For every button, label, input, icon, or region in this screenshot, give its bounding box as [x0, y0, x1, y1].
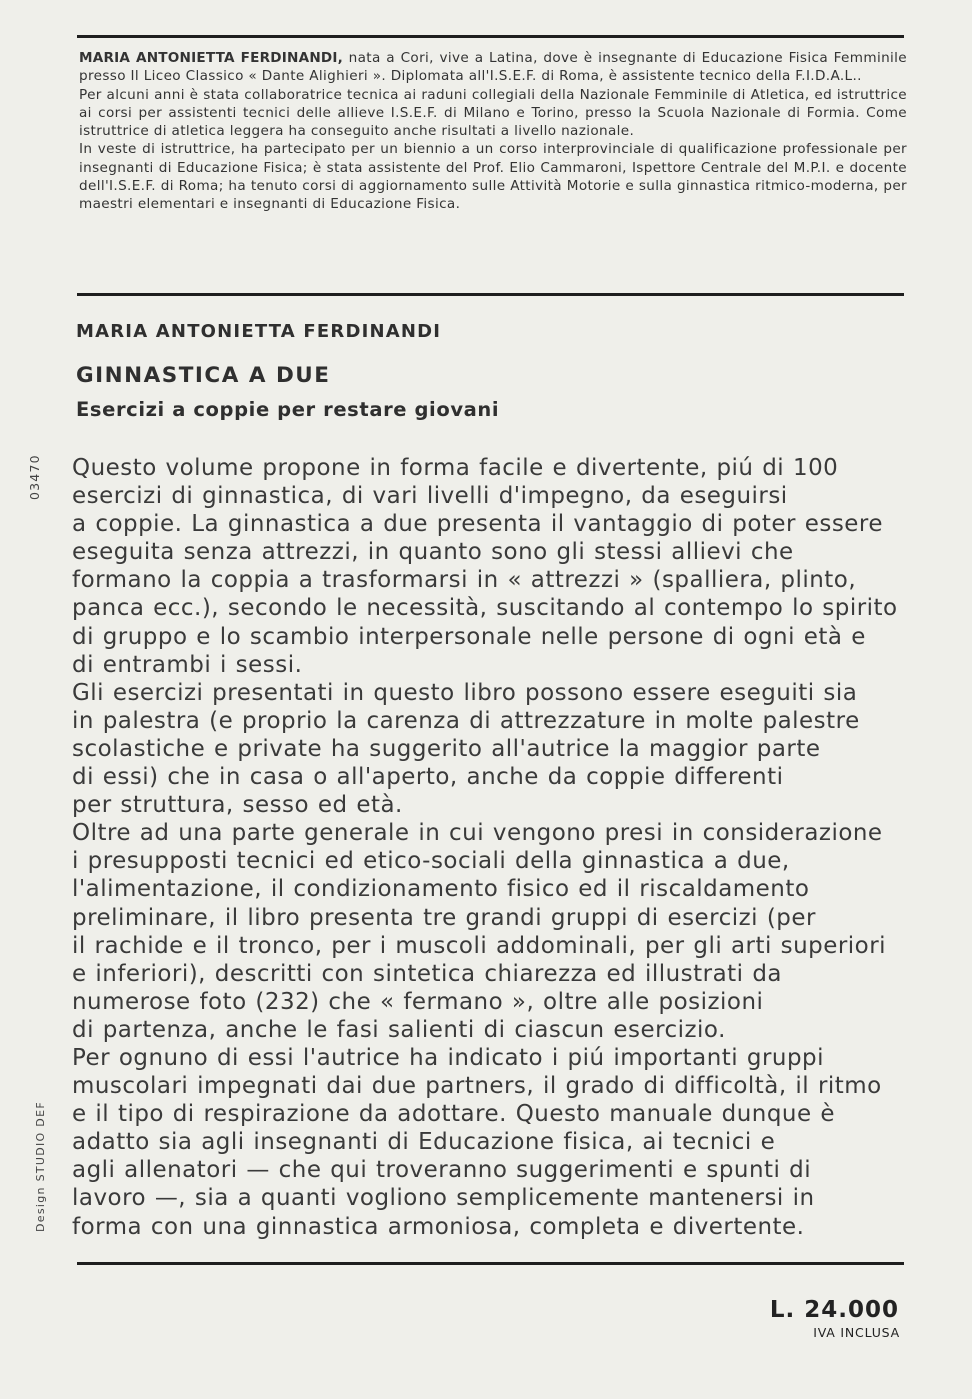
- description-line: a coppie. La ginnastica a due presenta il vantaggio di poter essere: [72, 510, 883, 538]
- description-line: di partenza, anche le fasi salienti di ciascun esercizio.: [72, 1015, 726, 1043]
- description-line: per struttura, sesso ed età.: [72, 791, 403, 819]
- description-line: lavoro —, sia a quanti vogliono semplicemente mantenersi in: [72, 1184, 815, 1212]
- book-description: [72, 454, 912, 1241]
- description-line: di gruppo e lo scambio interpersonale nelle persone di ogni età e: [72, 622, 866, 650]
- bio-author-name: MARIA ANTONIETTA FERDINANDI,: [79, 50, 343, 66]
- description-line: adatto sia agli insegnanti di Educazione fisica, ai tecnici e: [72, 1128, 776, 1156]
- description-line: Per ognuno di essi l'autrice ha indicato i piú importanti gruppi: [72, 1043, 825, 1071]
- description-line: l'alimentazione, il condizionamento fisico ed il riscaldamento: [72, 875, 810, 903]
- description-line: agli allenatori — che qui troveranno suggerimenti e spunti di: [72, 1156, 812, 1184]
- description-line: numerose foto (232) che « fermano », oltre alle posizioni: [72, 987, 764, 1015]
- description-line: panca ecc.), secondo le necessità, suscitando al contempo lo spirito: [72, 594, 898, 622]
- author-bio: [79, 49, 907, 214]
- bio-paragraph: Per alcuni anni è stata collaboratrice tecnica ai raduni collegiali della Nazionale Femminile di Atletica, ed istruttrice ai corsi per assistenti tecnici delle allieve I.S.E.F. di Milano e Torino, presso la Scuola Nazionale di Formia. Come istruttrice di atletica leggera ha conseguito anche risultati a livello nazionale.: [79, 86, 907, 140]
- description-line: Questo volume propone in forma facile e divertente, piú di 100: [72, 454, 839, 481]
- book-subtitle: Esercizi a coppie per restare giovani: [76, 398, 500, 421]
- book-title: GINNASTICA A DUE: [76, 363, 331, 388]
- description-line: scolastiche e private ha suggerito all'autrice la maggior parte: [72, 734, 821, 762]
- description-line: il rachide e il tronco, per i muscoli addominali, per gli arti superiori: [72, 931, 887, 959]
- middle-divider: [77, 293, 904, 296]
- description-line: formano la coppia a trasformarsi in « attrezzi » (spalliera, plinto,: [72, 566, 857, 594]
- description-line: esercizi di ginnastica, di vari livelli d'impegno, da eseguirsi: [72, 482, 788, 510]
- description-line: forma con una ginnastica armoniosa, completa e divertente.: [72, 1212, 805, 1240]
- bio-intro-paragraph: [79, 49, 907, 86]
- price: L. 24.000: [769, 1297, 899, 1323]
- description-line: in palestra (e proprio la carenza di attrezzature in molte palestre: [72, 706, 860, 734]
- description-line: i presupposti tecnici ed etico-sociali della ginnastica a due,: [72, 847, 790, 875]
- author-name: MARIA ANTONIETTA FERDINANDI: [76, 321, 442, 342]
- top-divider: [77, 35, 904, 38]
- description-line: di entrambi i sessi.: [72, 650, 303, 678]
- description-line: Gli esercizi presentati in questo libro possono essere eseguiti sia: [72, 678, 858, 706]
- description-line: e inferiori), descritti con sintetica chiarezza ed illustrati da: [72, 959, 782, 987]
- description-line: di essi) che in casa o all'aperto, anche da coppie differenti: [72, 763, 784, 791]
- description-line: eseguita senza attrezzi, in quanto sono gli stessi allievi che: [72, 538, 794, 566]
- design-credit: Design STUDIO DEF: [34, 1101, 47, 1232]
- description-line: Oltre ad una parte generale in cui vengono presi in considerazione: [72, 819, 883, 847]
- description-line: muscolari impegnati dai due partners, il grado di difficoltà, il ritmo: [72, 1072, 882, 1100]
- vat-note: IVA INCLUSA: [813, 1325, 900, 1340]
- description-line: preliminare, il libro presenta tre grandi gruppi di esercizi (per: [72, 903, 816, 931]
- catalog-code: 03470: [27, 454, 42, 500]
- bio-paragraph: In veste di istruttrice, ha partecipato per un biennio a un corso interprovinciale di qualificazione professionale per insegnanti di Educazione Fisica; è stata assistente del Prof. Elio Cammaroni, Ispettore Centrale del M.P.I. e docente dell'I.S.E.F. di Roma; ha tenuto corsi di aggiornamento sulle Attività Motorie e sulla ginnastica ritmico-moderna, per maestri elementari e insegnanti di Educazione Fisica.: [79, 141, 907, 213]
- bottom-divider: [77, 1262, 904, 1265]
- bio-intro-text: nata a Cori, vive a Latina, dove è insegnante di Educazione Fisica Femminile presso Il Liceo Classico « Dante Alighieri ». Diplomata all'I.S.E.F. di Roma, è assistente tecnico della F.I.D.A.L..: [79, 50, 908, 85]
- description-line: e il tipo di respirazione da adottare. Questo manuale dunque è: [72, 1100, 835, 1128]
